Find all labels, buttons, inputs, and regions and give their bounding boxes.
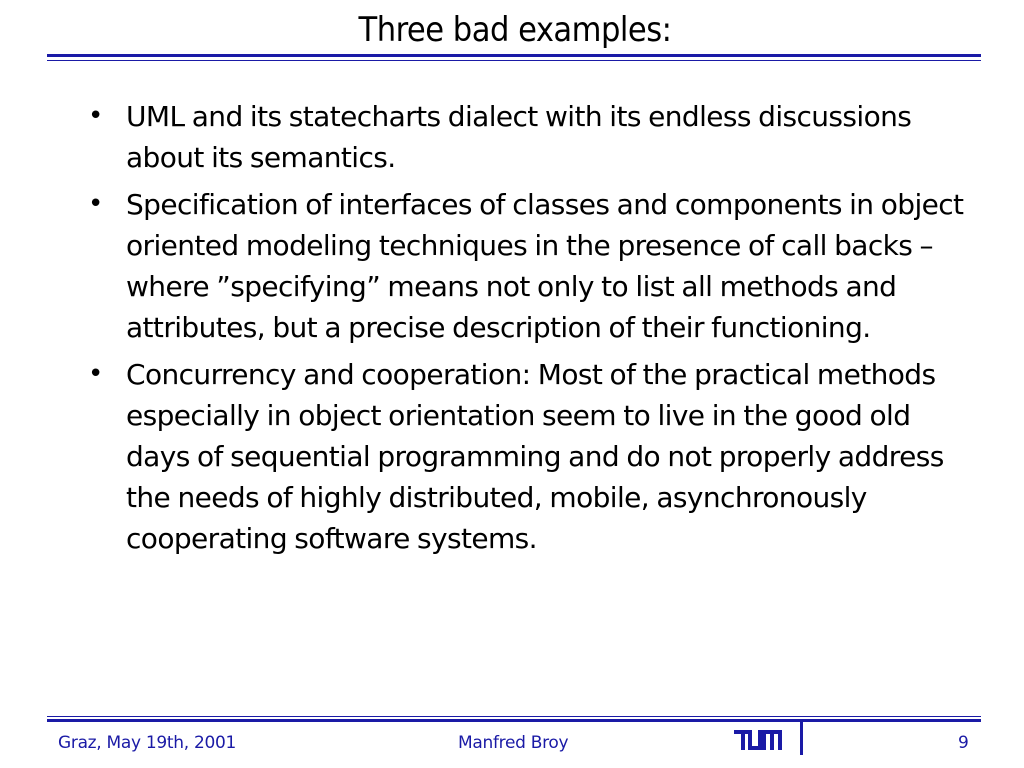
bullet-list xyxy=(88,96,968,565)
footer-location-date: Graz, May 19th, 2001 xyxy=(58,733,237,753)
bullet-item xyxy=(88,96,968,178)
slide-title: Three bad examples: xyxy=(358,10,672,50)
page-number: 9 xyxy=(958,733,969,753)
bullet-icon: • xyxy=(88,189,103,219)
bullet-icon: • xyxy=(88,359,103,389)
bullet-text: Concurrency and cooperation: Most of the practical methods especially in object orientation seem to live in the good old days of sequential programming and do not properly address the needs of highly distributed, mobile, asynchronously cooperating software systems. xyxy=(126,358,944,555)
footer-author: Manfred Broy xyxy=(458,733,569,753)
bullet-text: Specification of interfaces of classes and components in object oriented modeling techniques in the presence of call backs – where ”specifying” means not only to list all methods and attributes, but a precise description of their functioning. xyxy=(126,188,964,344)
bullet-icon: • xyxy=(88,101,103,131)
footer-rule-thin xyxy=(47,716,981,717)
bullet-text: UML and its statecharts dialect with its endless discussions about its semantics. xyxy=(126,100,912,174)
header-rule xyxy=(47,54,981,57)
tum-logo-graphic xyxy=(732,722,792,756)
header-rule-thin xyxy=(47,60,981,61)
bullet-item xyxy=(88,184,968,348)
bullet-item xyxy=(88,354,968,559)
footer-rule xyxy=(47,719,981,722)
footer-divider xyxy=(800,720,803,755)
